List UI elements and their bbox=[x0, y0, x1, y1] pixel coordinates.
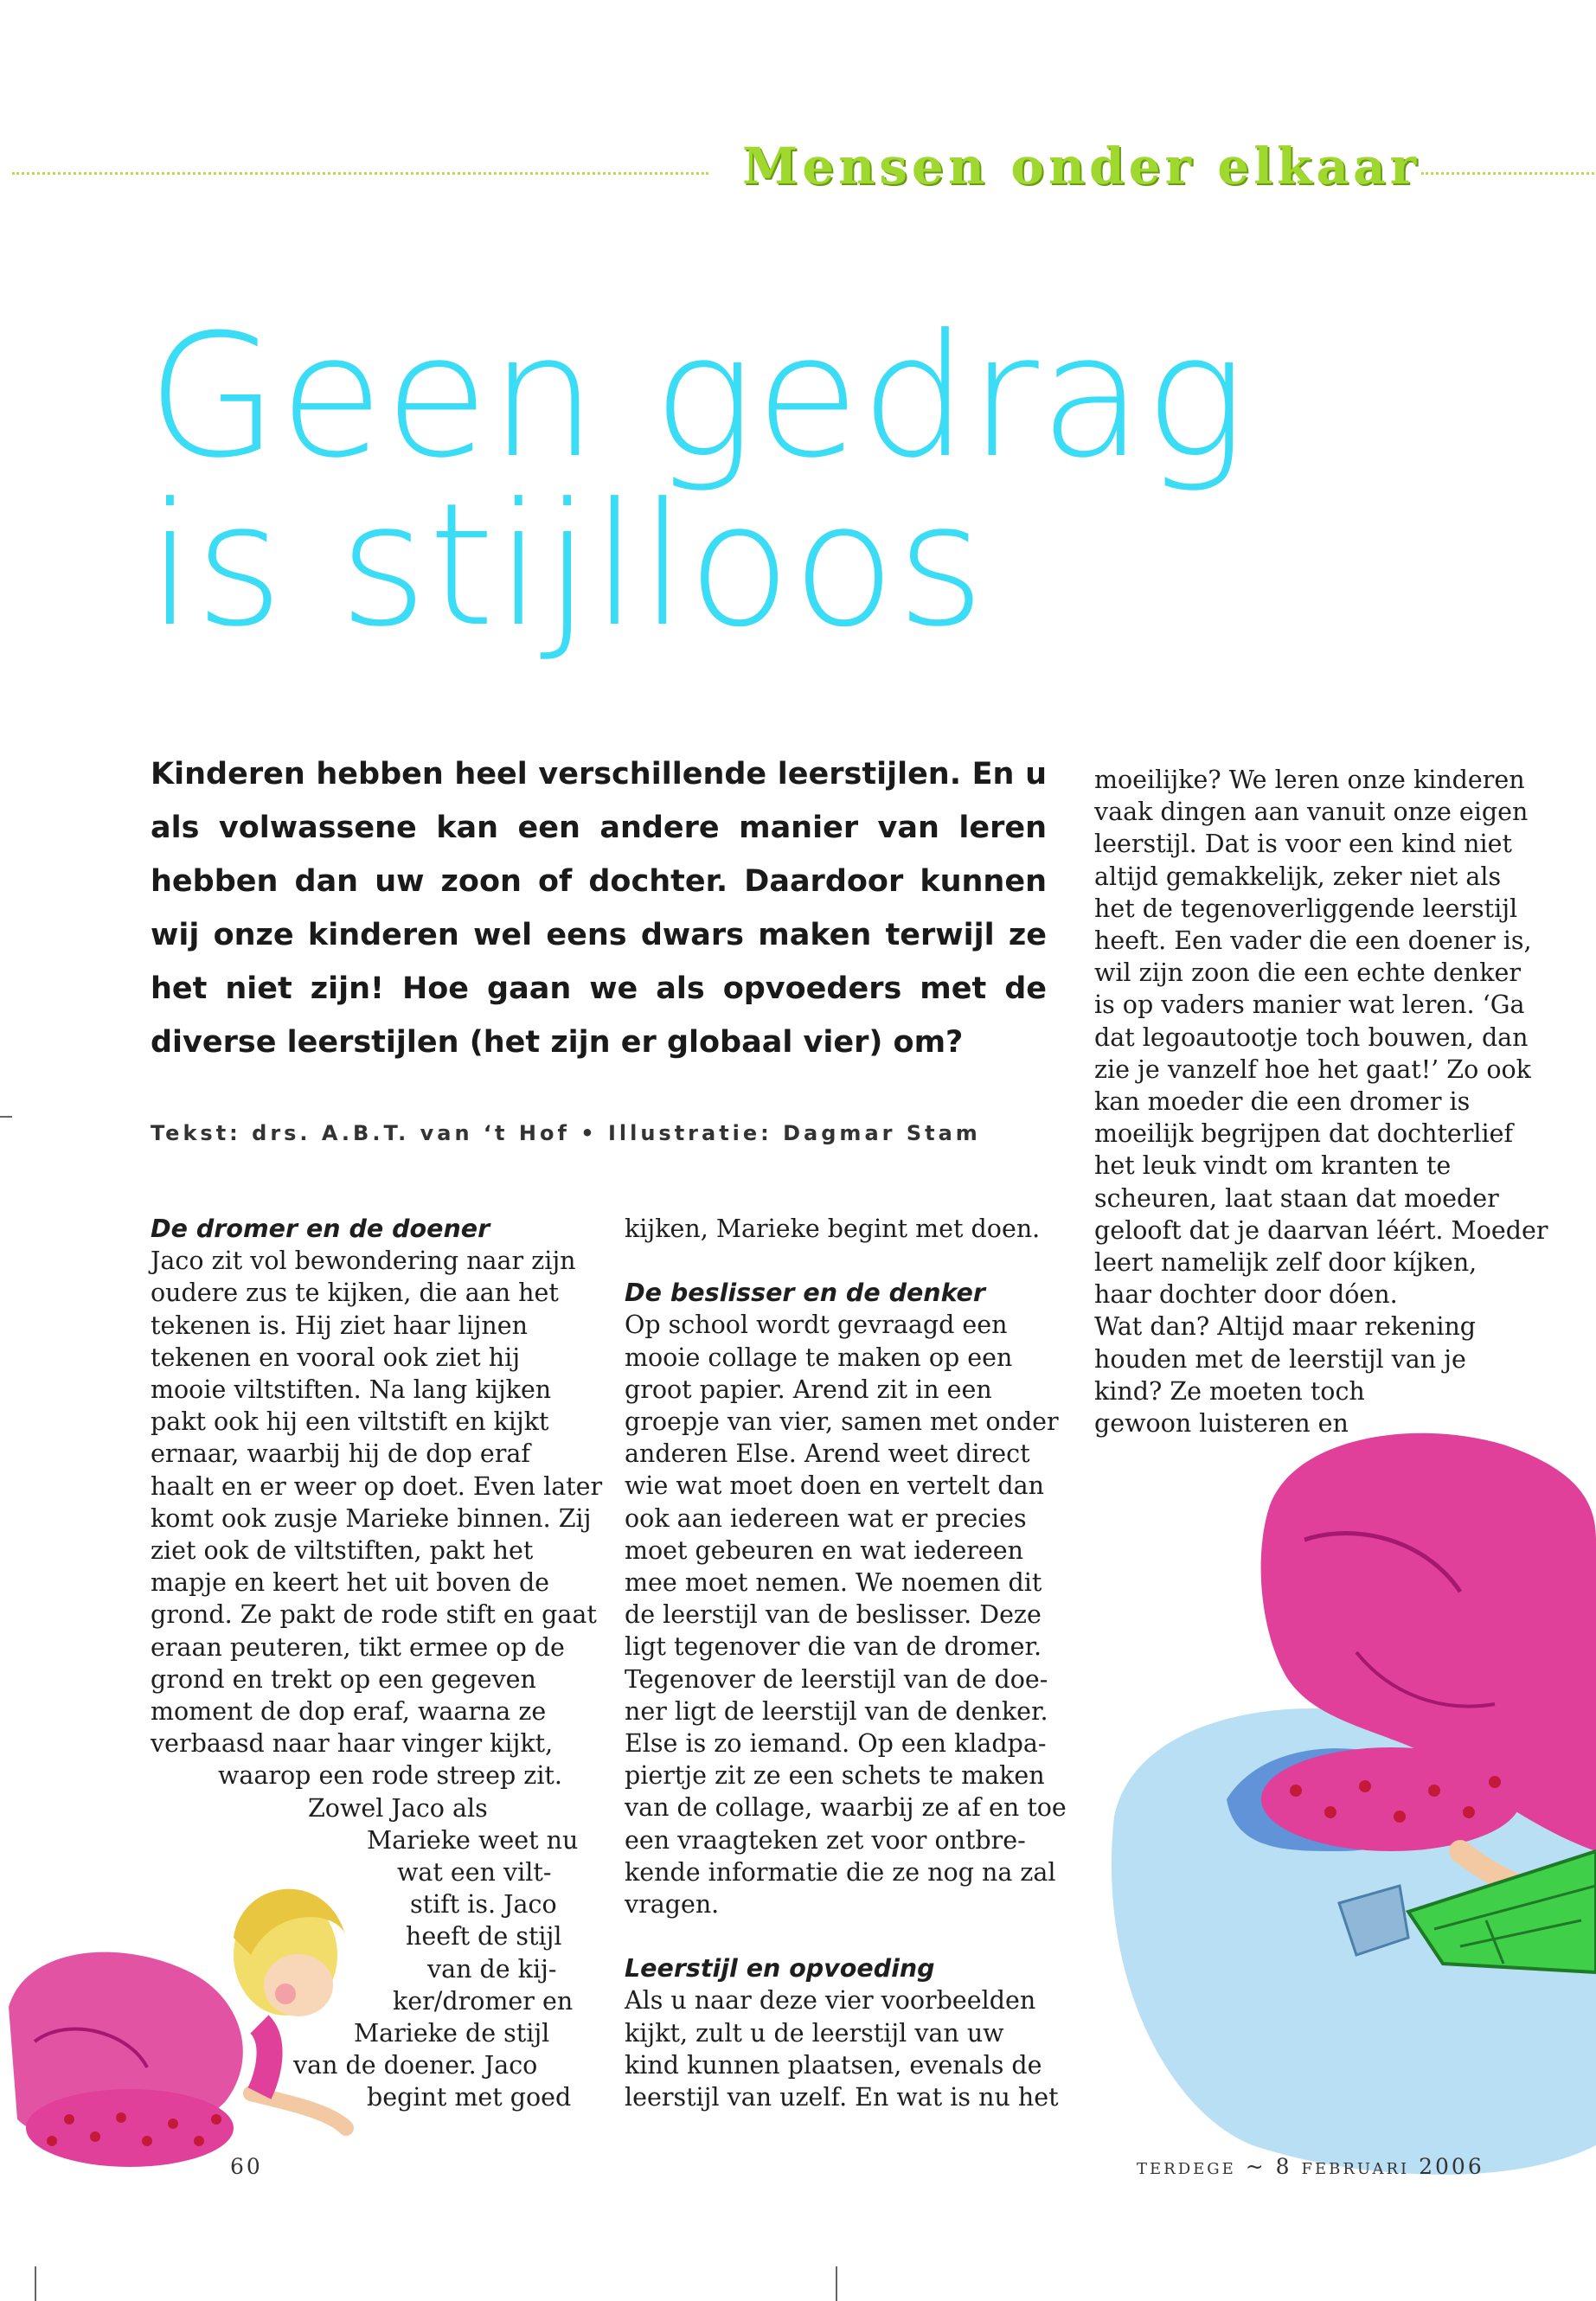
text-line: Jaco zit vol bewondering naar zijn bbox=[151, 1247, 576, 1276]
text-line: altijd gemakkelijk, zeker niet als bbox=[1094, 862, 1502, 891]
text-line: ziet ook de viltstiften, pakt het bbox=[151, 1536, 534, 1566]
byline: Tekst: drs. A.B.T. van ‘t Hof • Illustratie: Dagmar Stam bbox=[151, 1121, 981, 1145]
text-line: ligt tegenover die van de dromer. bbox=[625, 1632, 1042, 1662]
text-line: vaak dingen aan vanuit onze eigen bbox=[1094, 798, 1529, 827]
text-line: ker/dromer en bbox=[393, 1986, 574, 2016]
text-line: Zowel Jaco als bbox=[308, 1793, 488, 1823]
text-line: pakt ook hij een viltstift en kijkt bbox=[151, 1407, 549, 1437]
text-line: tekenen en vooral ook ziet hij bbox=[151, 1343, 521, 1372]
text-line: ernaar, waarbij hij de dop eraf bbox=[151, 1439, 530, 1469]
subheading-leerstijl-opvoeding: Leerstijl en opvoeding bbox=[625, 1954, 935, 1984]
text-line: kan moeder die een dromer is bbox=[1094, 1087, 1471, 1117]
text-line: wil zijn zoon die een echte denker bbox=[1094, 958, 1522, 988]
text-line: kind? Ze moeten toch bbox=[1094, 1376, 1365, 1406]
text-line: stift is. Jaco bbox=[410, 1890, 557, 1920]
puzzle-child-illustration bbox=[1097, 1367, 1596, 2258]
text-line: anderen Else. Arend weet direct bbox=[625, 1439, 1030, 1469]
text-line: kijken, Marieke begint met doen. bbox=[625, 1215, 1041, 1243]
text-line: wie wat moet doen en vertelt dan bbox=[625, 1471, 1044, 1501]
crop-mark bbox=[35, 2266, 36, 2301]
column-2 bbox=[625, 1213, 1067, 2113]
text-line: groot papier. Arend zit in een bbox=[625, 1375, 992, 1404]
text-line: het de tegenoverliggende leerstijl bbox=[1094, 894, 1518, 923]
crop-mark bbox=[836, 2266, 837, 2301]
text-line: Marieke weet nu bbox=[367, 1825, 579, 1855]
text-line: moeilijke? We leren onze kinderen bbox=[1094, 766, 1525, 794]
text-line: mooie viltstiften. Na lang kijken bbox=[151, 1375, 552, 1405]
text-line: haar dochter door dóen. bbox=[1094, 1280, 1398, 1310]
text-line: het leuk vindt om kranten te bbox=[1094, 1151, 1452, 1181]
text-line: grond en trekt op een gegeven bbox=[151, 1664, 536, 1694]
text-line: Marieke de stijl bbox=[354, 2019, 550, 2048]
text-line: begint met goed bbox=[367, 2083, 572, 2112]
subheading-beslisser-denker: De beslisser en de denker bbox=[625, 1279, 985, 1308]
column-3 bbox=[1094, 764, 1548, 1439]
text-line: leerstijl van uzelf. En wat is nu het bbox=[625, 2083, 1059, 2112]
section-rule-right bbox=[1421, 172, 1594, 175]
headline-line-1: Geen gedrag bbox=[147, 298, 1247, 496]
text-line: verbaasd naar haar vinger kijkt, bbox=[151, 1729, 554, 1759]
text-line: groepje van vier, samen met onder bbox=[625, 1407, 1059, 1437]
text-line: is op vaders manier wat leren. ‘Ga bbox=[1094, 990, 1525, 1020]
text-line: wat een vilt- bbox=[397, 1858, 552, 1888]
text-line: oudere zus te kijken, die aan het bbox=[151, 1279, 559, 1308]
text-line: piertje zit ze een schets te maken bbox=[625, 1761, 1045, 1791]
subheading-dromer-doener: De dromer en de doener bbox=[151, 1215, 490, 1243]
text-line: gewoon luisteren en bbox=[1094, 1409, 1349, 1439]
text-line: vragen. bbox=[625, 1890, 720, 1920]
text-line: kende informatie die ze nog na zal bbox=[625, 1857, 1056, 1887]
text-line: gelooft dat je daarvan léért. Moeder bbox=[1094, 1215, 1548, 1245]
text-line: dat legoautootje toch bouwen, dan bbox=[1094, 1022, 1529, 1052]
text-line: mooie collage te maken op een bbox=[625, 1343, 1013, 1372]
text-line: kijkt, zult u de leerstijl van uw bbox=[625, 2018, 1004, 2048]
text-line: Else is zo iemand. Op een kladpa- bbox=[625, 1729, 1047, 1759]
text-line: mapje en keert het uit boven de bbox=[151, 1568, 550, 1598]
headline bbox=[147, 298, 1247, 664]
text-line: Wat dan? Altijd maar rekening bbox=[1094, 1312, 1477, 1342]
text-line: heeft. Een vader die een doener is, bbox=[1094, 926, 1532, 956]
column-1 bbox=[151, 1213, 602, 2114]
text-line: heeft de stijl bbox=[406, 1922, 562, 1952]
intro-paragraph: Kinderen hebben heel verschillende leerstijlen. En u als volwassene kan een andere manier van leren hebben dan uw zoon of dochter. Daardoor kunnen wij onze kinderen wel eens dwars maken terwijl ze het niet zijn! Hoe gaan we als opvoeders met de diverse leerstijlen (het zijn er globaal vier) om? bbox=[151, 757, 1047, 1060]
headline-line-2: is stijlloos bbox=[147, 467, 986, 664]
text-line: van de kij- bbox=[427, 1954, 557, 1984]
text-line: leerstijl. Dat is voor een kind niet bbox=[1094, 830, 1512, 859]
text-line: de leerstijl van de beslisser. Deze bbox=[625, 1600, 1042, 1630]
text-line: een vraagteken zet voor ontbre- bbox=[625, 1825, 1026, 1855]
text-line: ook aan iedereen wat er precies bbox=[625, 1503, 1027, 1533]
text-line: tekenen is. Hij ziet haar lijnen bbox=[151, 1311, 528, 1340]
section-rule-left bbox=[12, 172, 708, 175]
running-footer: terdege ~ 8 februari 2006 bbox=[1137, 2154, 1484, 2179]
text-line: komt ook zusje Marieke binnen. Zij bbox=[151, 1503, 592, 1533]
text-line: haalt en er weer op doet. Even later bbox=[151, 1471, 603, 1501]
text-line: grond. Ze pakt de rode stift en gaat bbox=[151, 1600, 597, 1630]
text-line: zie je vanzelf hoe het gaat!’ Zo ook bbox=[1094, 1054, 1531, 1084]
text-line: eraan peuteren, tikt ermee op de bbox=[151, 1632, 565, 1662]
text-line: waarop een rode streep zit. bbox=[218, 1761, 562, 1791]
text-line: leert namelijk zelf door kíjken, bbox=[1094, 1248, 1477, 1278]
text-line: van de collage, waarbij ze af en toe bbox=[625, 1793, 1067, 1823]
text-line: kind kunnen plaatsen, evenals de bbox=[625, 2050, 1042, 2080]
text-line: ner ligt de leerstijl van de denker. bbox=[625, 1696, 1048, 1726]
text-line: Op school wordt gevraagd een bbox=[625, 1311, 1008, 1340]
section-kicker: Mensen onder elkaar bbox=[742, 137, 1421, 195]
text-line: moet gebeuren en wat iedereen bbox=[625, 1535, 1024, 1565]
text-line: moeilijk begrijpen dat dochterlief bbox=[1094, 1119, 1514, 1149]
text-line: mee moet nemen. We noemen dit bbox=[625, 1568, 1042, 1598]
text-line: houden met de leerstijl van je bbox=[1094, 1344, 1466, 1374]
crop-mark bbox=[0, 1116, 12, 1118]
text-line: van de doener. Jaco bbox=[293, 2051, 538, 2080]
text-line: Tegenover de leerstijl van de doe- bbox=[625, 1664, 1048, 1694]
page-number: 60 bbox=[230, 2154, 263, 2179]
text-line: Als u naar deze vier voorbeelden bbox=[625, 1986, 1036, 2016]
text-line: moment de dop eraf, waarna ze bbox=[151, 1697, 547, 1727]
text-line: scheuren, laat staan dat moeder bbox=[1094, 1183, 1499, 1213]
